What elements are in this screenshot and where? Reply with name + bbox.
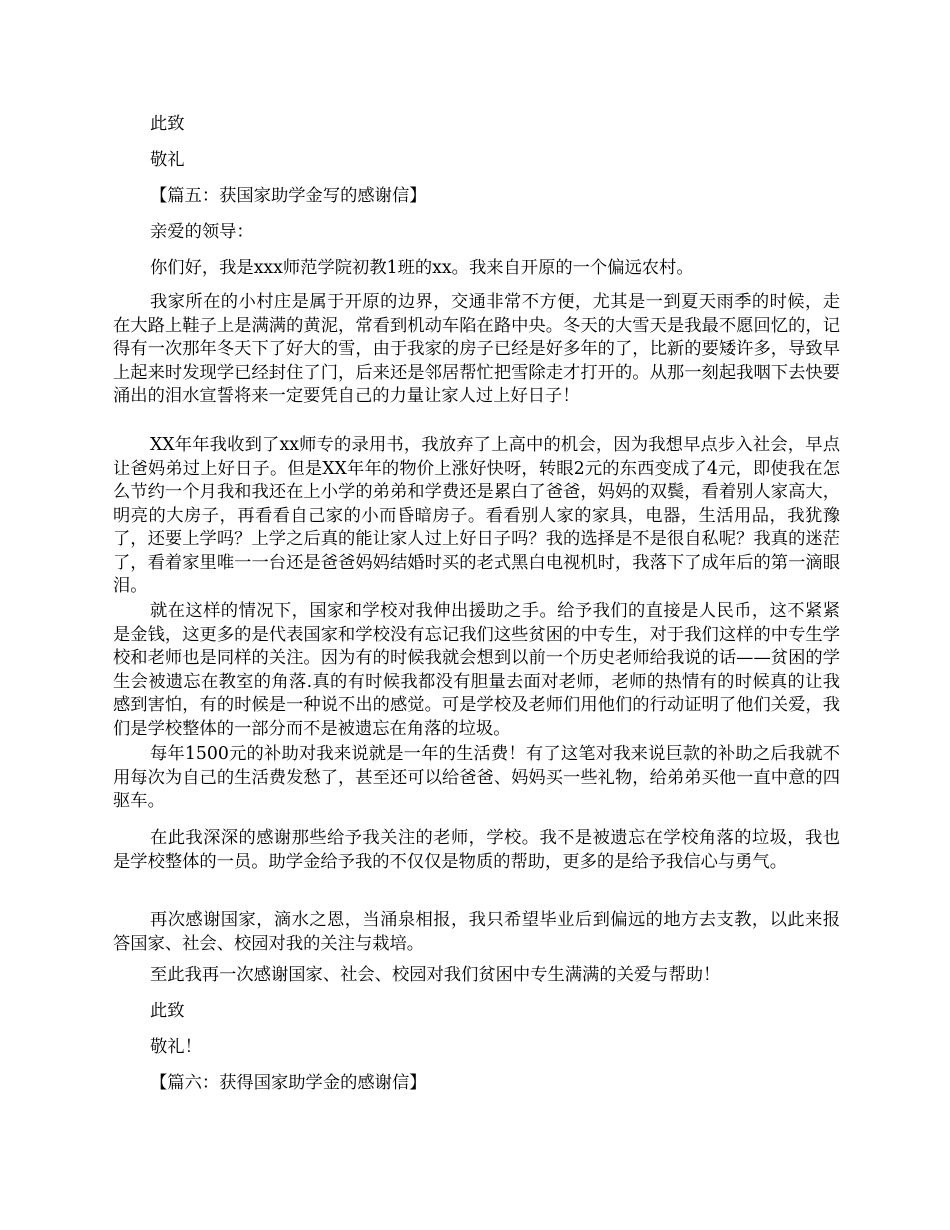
body-paragraph: XX年年我收到了xx师专的录用书，我放弃了上高中的机会，因为我想早点步入社会，早点让爸妈弟过上好日子。但是XX年年的物价上涨好快呀，转眼2元的东西变成了4元，即使我在怎么节约一个月我和我还在上小学的弟弟和学费还是累白了爸爸，妈妈的双鬓，看着别人家高大，明亮的大房子，再看看自己家的小而昏暗房子。看看别人家的家具，电器，生活用品，我犹豫了，还要上学吗？上学之后真的能让家人过上好日子吗？我的选择是不是很自私呢？我真的迷茫了，看着家里唯一一台还是爸爸妈妈结婚时买的老式黑白电视机时，我落下了成年后的第一滴眼泪。 [113, 435, 840, 596]
salutation-text: 敬礼 [150, 150, 185, 170]
section-heading: 【篇六：获得国家助学金的感谢信】 [150, 1073, 427, 1093]
final-thanks-text: 至此我再一次感谢国家、社会、校园对我们贫困中专生满满的关爱与帮助！ [150, 965, 721, 985]
body-paragraph: 就在这样的情况下，国家和学校对我伸出援助之手。给予我们的直接是人民币，这不紧紧是金钱，这更多的是代表国家和学校没有忘记我们这些贫困的中专生，对于我们这样的中专生学校和老师也是同样的关注。因为有的时候我就会想到以前一个历史老师给我说的话——贫困的学生会被遗忘在教室的角落.真的有时候我都没有胆量去面对老师，老师的热情有的时候真的让我感到害怕，有的时候是一种说不出的感觉。可是学校及老师们用他们的行动证明了他们关爱，我们是学校整体的一部分而不是被遗忘在角落的垃圾。 [113, 601, 840, 739]
salutation-text: 敬礼！ [150, 1037, 202, 1057]
body-paragraph: 我家所在的小村庄是属于开原的边界，交通非常不方便，尤其是一到夏天雨季的时候，走在大路上鞋子上是满满的黄泥，常看到机动车陷在路中央。冬天的大雪天是我最不愿回忆的，记得有一次那年冬天下了好大的雪，由于我家的房子已经是好多年的了，比新的要矮许多，导致早上起来时发现学已经封住了门，后来还是邻居帮忙把雪除走才打开的。从那一刻起我咽下去快要涌出的泪水宣誓将来一定要凭自己的力量让家人过上好日子！ [113, 292, 840, 406]
body-paragraph: 再次感谢国家，滴水之恩，当涌泉相报，我只希望毕业后到偏远的地方去支教，以此来报答国家、社会、校园对我的关注与栽培。 [113, 910, 840, 954]
section-heading: 【篇五：获国家助学金写的感谢信】 [150, 186, 427, 206]
body-paragraph: 每年1500元的补助对我来说就是一年的生活费！有了这笔对我来说巨款的补助之后我就不用每次为自己的生活费发愁了，甚至还可以给爸爸、妈妈买一些礼物，给弟弟买他一直中意的四驱车。 [113, 744, 840, 811]
intro-paragraph: 你们好，我是xxx师范学院初教1班的xx。我来自开原的一个偏远农村。 [150, 258, 694, 278]
body-paragraph: 在此我深深的感谢那些给予我关注的老师，学校。我不是被遗忘在学校角落的垃圾，我也是学校整体的一员。助学金给予我的不仅仅是物质的帮助，更多的是给予我信心与勇气。 [113, 828, 840, 872]
greeting-text: 亲爱的领导： [150, 222, 254, 242]
closing-text: 此致 [150, 1001, 185, 1021]
closing-text: 此致 [150, 114, 185, 134]
